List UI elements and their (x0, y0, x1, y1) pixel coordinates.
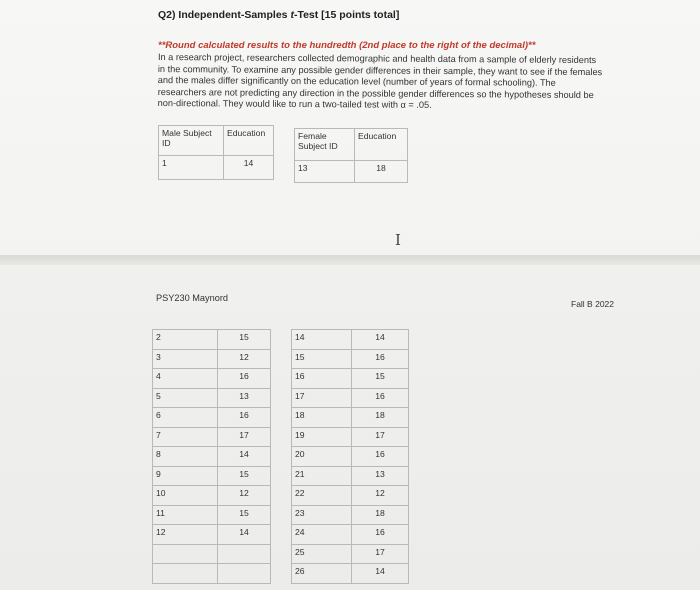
female-education-cell[interactable]: 13 (352, 466, 409, 486)
female-education-cell[interactable]: 18 (352, 505, 409, 525)
table-row (292, 408, 409, 428)
male-education-cell[interactable]: 15 (218, 505, 271, 525)
female-id-cell[interactable]: 22 (292, 486, 352, 506)
male-id-cell[interactable]: 6 (153, 408, 218, 428)
female-table (294, 128, 408, 183)
table-row (153, 388, 271, 408)
table-row (153, 427, 271, 447)
male-id-cell[interactable]: 9 (153, 466, 218, 486)
female-education-cell[interactable]: 16 (352, 349, 409, 369)
problem-prompt: In a research project, researchers collected demographic and health data from a sample of elderly residents in the community. To examine any possible gender differences in their sample, they want to see if the females and the males differ significantly on the education level (number of years of formal schooling). The researchers are not predicting any direction in the possible gender differences so the hypotheses should be non-directional. They would like to run a two-tailed test with α = .05. (157, 52, 603, 111)
male-id-cell[interactable] (153, 564, 218, 584)
table-row (292, 525, 409, 545)
male-table-header-row (159, 126, 274, 156)
male-education-cell[interactable]: 14 (218, 525, 271, 545)
female-id-cell[interactable]: 20 (292, 447, 352, 467)
male-education-cell[interactable]: 13 (218, 388, 271, 408)
male-education-cell[interactable]: 15 (218, 330, 271, 350)
male-education-cell[interactable]: 12 (218, 349, 271, 369)
table-row (153, 544, 271, 564)
female-id-cell[interactable]: 19 (292, 427, 352, 447)
female-id-cell[interactable]: 13 (295, 161, 355, 183)
table-row (153, 525, 271, 545)
male-id-header: Male Subject ID (159, 126, 224, 156)
table-row (292, 505, 409, 525)
table-row (153, 330, 271, 350)
male-id-cell[interactable]: 4 (153, 369, 218, 389)
male-id-cell[interactable] (153, 544, 218, 564)
male-id-cell[interactable]: 1 (159, 156, 224, 180)
female-table-body (292, 330, 409, 584)
female-table-header-row (295, 129, 408, 161)
female-education-cell[interactable]: 14 (352, 564, 409, 584)
male-education-cell[interactable]: 17 (218, 427, 271, 447)
table-row (153, 486, 271, 506)
rounding-note: **Round calculated results to the hundredth (2nd place to the right of the decimal)** (158, 40, 536, 51)
table-row (153, 564, 271, 584)
male-education-cell[interactable]: 16 (218, 408, 271, 428)
female-education-cell[interactable]: 17 (352, 544, 409, 564)
female-id-cell[interactable]: 26 (292, 564, 352, 584)
page-break (0, 255, 700, 265)
table-row (292, 544, 409, 564)
female-education-cell[interactable]: 18 (352, 408, 409, 428)
table-row (153, 369, 271, 389)
male-id-cell[interactable]: 12 (153, 525, 218, 545)
female-education-cell[interactable]: 16 (352, 447, 409, 467)
question-t: t (290, 9, 294, 21)
female-id-cell[interactable]: 18 (292, 408, 352, 428)
footer-term: Fall B 2022 (571, 299, 614, 309)
male-id-cell[interactable]: 2 (153, 330, 218, 350)
male-education-cell[interactable] (218, 544, 271, 564)
male-id-cell[interactable]: 5 (153, 388, 218, 408)
female-id-cell[interactable]: 14 (292, 330, 352, 350)
question-prefix: Q2) Independent-Samples (158, 9, 291, 21)
male-id-cell[interactable]: 3 (153, 349, 218, 369)
text-cursor-icon: I (395, 231, 401, 249)
question-title (158, 9, 399, 21)
male-education-cell[interactable]: 14 (218, 447, 271, 467)
male-education-cell[interactable] (218, 564, 271, 584)
male-id-cell[interactable]: 8 (153, 447, 218, 467)
female-education-cell[interactable]: 16 (352, 388, 409, 408)
male-education-cell[interactable]: 14 (224, 156, 274, 180)
male-table (158, 125, 274, 180)
table-row (292, 388, 409, 408)
male-table-continued (152, 329, 271, 584)
table-row (292, 330, 409, 350)
male-table-body (153, 330, 271, 584)
female-id-cell[interactable]: 16 (292, 369, 352, 389)
footer-course: PSY230 Maynord (156, 293, 229, 303)
female-table-continued (291, 329, 409, 584)
female-id-cell[interactable]: 25 (292, 544, 352, 564)
table-row (153, 447, 271, 467)
male-education-cell[interactable]: 15 (218, 466, 271, 486)
table-row (292, 486, 409, 506)
female-id-cell[interactable]: 17 (292, 388, 352, 408)
table-row (295, 161, 408, 183)
table-row (153, 408, 271, 428)
male-id-cell[interactable]: 11 (153, 505, 218, 525)
table-row (153, 505, 271, 525)
table-row (292, 564, 409, 584)
female-education-cell[interactable]: 16 (352, 525, 409, 545)
table-row (153, 466, 271, 486)
male-id-cell[interactable]: 7 (153, 427, 218, 447)
question-suffix: -Test [15 points total] (293, 9, 400, 21)
table-row (292, 447, 409, 467)
female-id-cell[interactable]: 23 (292, 505, 352, 525)
female-id-cell[interactable]: 15 (292, 349, 352, 369)
female-education-cell[interactable]: 12 (352, 486, 409, 506)
table-row (153, 349, 271, 369)
male-id-cell[interactable]: 10 (153, 486, 218, 506)
table-row (292, 349, 409, 369)
table-row (159, 156, 274, 180)
female-id-header: Female Subject ID (295, 129, 355, 161)
table-row (292, 369, 409, 389)
female-id-cell[interactable]: 24 (292, 525, 352, 545)
female-education-cell[interactable]: 18 (355, 161, 408, 183)
female-education-cell[interactable]: 15 (352, 369, 409, 389)
female-education-cell[interactable]: 17 (352, 427, 409, 447)
male-education-cell[interactable]: 16 (218, 369, 271, 389)
female-education-header: Education (355, 129, 408, 161)
table-row (292, 466, 409, 486)
male-education-cell[interactable]: 12 (218, 486, 271, 506)
female-education-cell[interactable]: 14 (352, 330, 409, 350)
male-education-header: Education (224, 126, 274, 156)
table-row (292, 427, 409, 447)
female-id-cell[interactable]: 21 (292, 466, 352, 486)
